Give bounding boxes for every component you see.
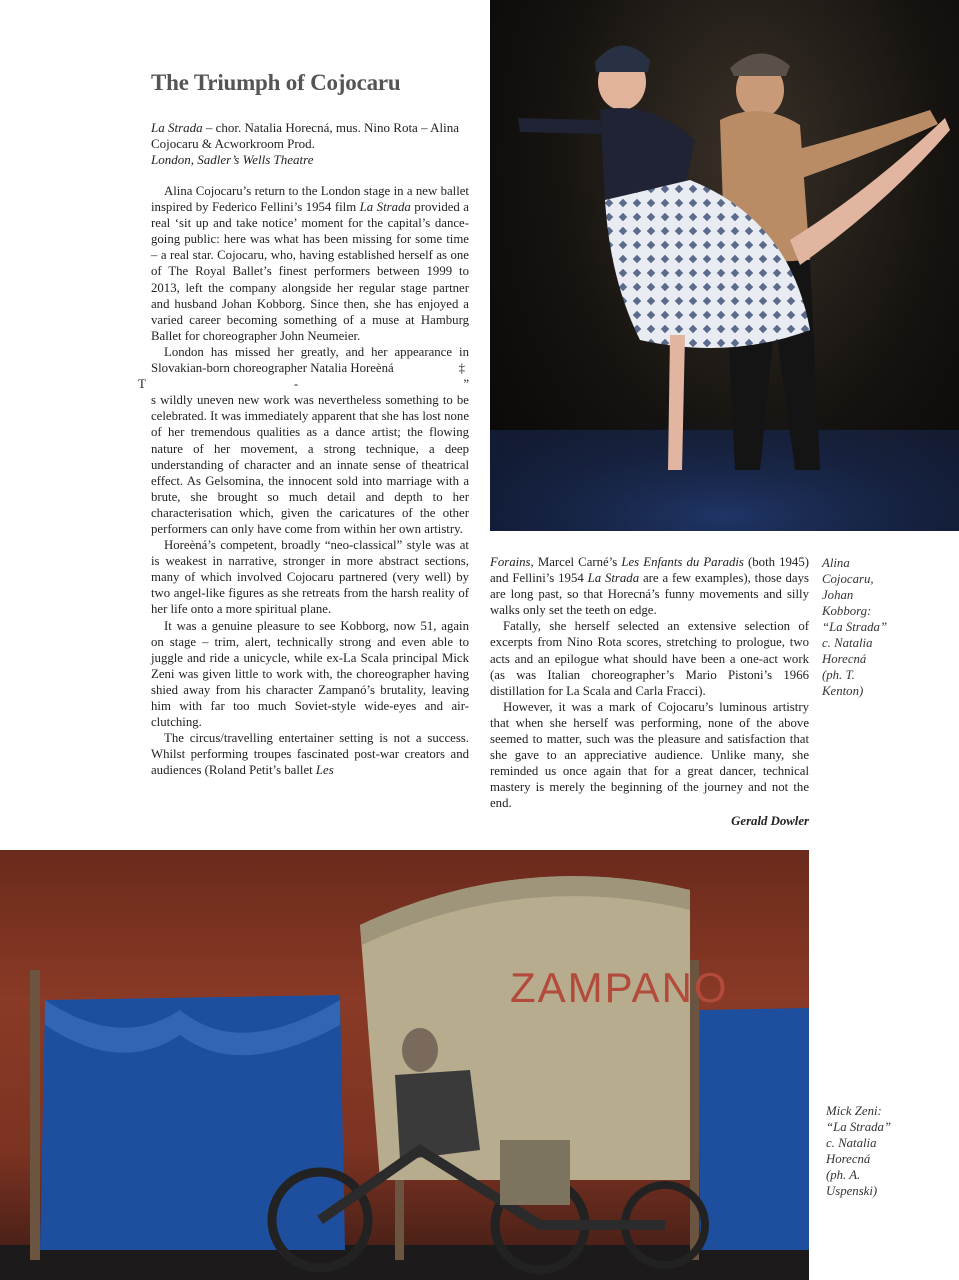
paragraph: Fatally, she herself selected an extensive selection of excerpts from Nino Rota scores, stretching to prologue, two acts and an epilogue what should have been a one-act work (as was Italian choreographer’s Mario Pistoni’s 1966 distillation for La Scala and Carla Fracci). [490,619,809,698]
article-title: The Triumph of Cojocaru [151,70,401,95]
paragraph: Forains, Marcel Carné’s Les Enfants du Paradis (both 1945) and Fellini’s 1954 La Strada are a few examples), those days are long past, so that Horecná’s funny movements and silly walks only set the teeth on edge. [490,555,809,618]
wagon-label: ZAMPANO [510,964,729,1011]
paragraph: Horeèná’s competent, broadly “neo-classical” style was at is weakest in narrative, stronger in more abstract sections, many of which involved Cojocaru partnered (very well) by two angel-like figures as she retreats from the harsh reality of her life onto a more spiritual plane. [151,538,469,617]
paragraph: The circus/travelling entertainer setting is not a success. Whilst performing troupes fascinated post-war creators and audiences (Roland Petit’s ballet Les [151,731,469,778]
wagon-illustration [0,850,809,1280]
photo-caption-2: Mick Zeni: “La Strada” c. Natalia Horecná (ph. A. Uspenski) [826,1104,892,1198]
venue: London, Sadler’s Wells Theatre [151,152,314,167]
production-credits [151,120,473,168]
paragraph: London has missed her greatly, and her appearance in Slovakian-born choreographer Natalia Horeèná ‡ T - ” s wildly uneven new work was nevertheless something to be celebrated. It was immediately apparent that she has lost none of her tremendous qualities as a dance artist; the flowing nature of her movement, a strong technique, a deep understanding of character and an innate sense of theatrical effect. As Gelsomina, the innocent sold into marriage with a brute, she brought so much detail and depth to her characterisation which, given the caricatures of the other performers can only have come from within her own artistry. [138,344,469,536]
article-column-1 [138,183,469,778]
paragraph: However, it was a mark of Cojocaru’s luminous artistry that when she herself was performing, none of the above seemed to matter, such was the pleasure and satisfaction that she gave to an appreciative audience. Unlike many, she reminded us once again that for a great dancer, technical mastery is merely the beginning of the journey and not the end. [490,699,809,811]
wagon-photo [0,850,809,1280]
author-signature: Gerald Dowler [731,813,809,828]
photo-caption-1: Alina Cojocaru, Johan Kobborg: “La Strada” c. Natalia Horecná (ph. T. Kenton) [822,556,888,698]
paragraph: It was a genuine pleasure to see Kobborg, now 51, again on stage – trim, alert, technically strong and even able to juggle and ride a unicycle, while ex-La Scala principal Mick Zeni was given little to work with, the choreographer having shied away from his character Zampanó’s brutality, leaving him with far too much Soviet-style wide-eyes and air-clutching. [151,618,469,730]
paragraph: Alina Cojocaru’s return to the London stage in a new ballet inspired by Federico Fellini’s 1954 film La Strada provided a real ‘sit up and take notice’ moment for the capital’s dance-going public: here was what has been missing for some time – a real star. Cojocaru, who, having established herself as one of The Royal Ballet’s finest performers between 1999 to 2013, left the company alongside her regular stage partner and husband Johan Kobborg. Since then, she has enjoyed a varied career becoming something of a muse at Hamburg Ballet for choreographer John Neumeier. [151,184,469,343]
dancers-illustration [490,0,959,531]
article-column-2 [490,554,809,829]
work-title: La Strada [151,120,203,135]
dance-photo [490,0,959,531]
production-details: – chor. Natalia Horecná, mus. Nino Rota – Alina Cojocaru & Acworkroom Prod. [151,120,459,151]
